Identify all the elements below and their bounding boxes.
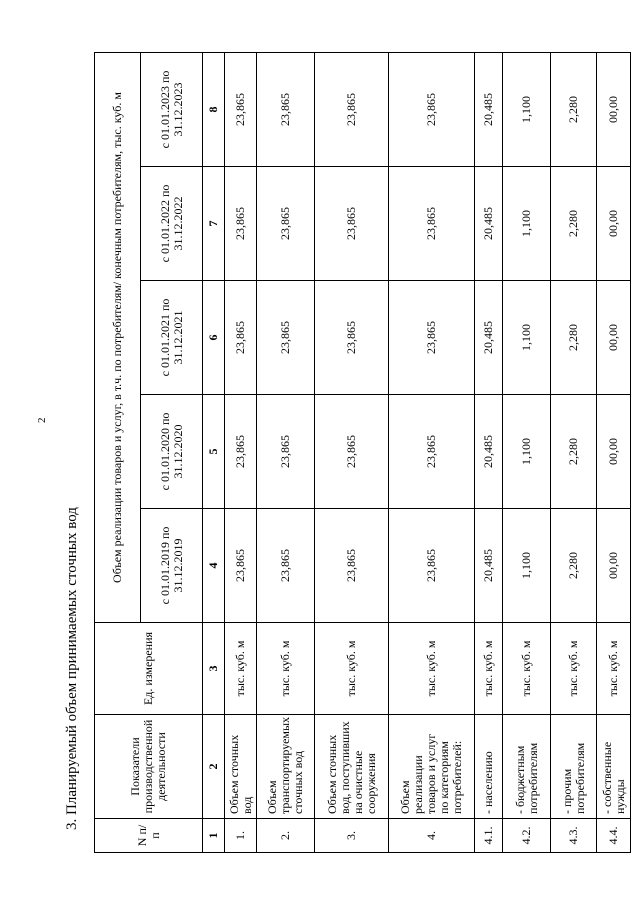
- row-value: 23,865: [389, 281, 475, 395]
- row-value: 23,865: [315, 53, 389, 167]
- table-row: [503, 53, 551, 853]
- row-value: 20,485: [475, 395, 503, 509]
- row-number: 4.1.: [475, 819, 503, 853]
- row-indicator: - собственные нужды: [597, 715, 631, 819]
- row-value: 00,00: [597, 53, 631, 167]
- row-value: 2,280: [551, 509, 597, 623]
- table-row: [551, 53, 597, 853]
- row-unit: тыс. куб. м: [503, 623, 551, 715]
- row-value: 1,100: [503, 509, 551, 623]
- row-unit: тыс. куб. м: [257, 623, 315, 715]
- row-value: 20,485: [475, 167, 503, 281]
- row-unit: тыс. куб. м: [551, 623, 597, 715]
- row-value: 23,865: [257, 53, 315, 167]
- row-indicator: Объем сточных вод, поступивших на очистные сооружения: [315, 715, 389, 819]
- table-row: [257, 53, 315, 853]
- row-value: 23,865: [257, 167, 315, 281]
- header-unit: Ед. измерения: [95, 623, 203, 715]
- header-n: N п/п: [95, 819, 203, 853]
- row-value: 00,00: [597, 167, 631, 281]
- column-index: 4: [203, 509, 225, 623]
- row-value: 2,280: [551, 395, 597, 509]
- row-unit: тыс. куб. м: [225, 623, 257, 715]
- header-volume-group: Объем реализации товаров и услуг, в т.ч. по потребителям/ конечным потребителям, тыс. куб. м: [95, 53, 141, 623]
- row-number: 4.4.: [597, 819, 631, 853]
- table-row: [389, 53, 475, 853]
- row-value: 23,865: [315, 395, 389, 509]
- row-value: 23,865: [257, 395, 315, 509]
- row-number: 4.3.: [551, 819, 597, 853]
- rotated-table-container: [94, 53, 627, 853]
- row-value: 23,865: [315, 167, 389, 281]
- column-index-row: [203, 53, 225, 853]
- row-indicator: - прочим потребителям: [551, 715, 597, 819]
- row-value: 20,485: [475, 509, 503, 623]
- row-value: 2,280: [551, 167, 597, 281]
- row-value: 23,865: [389, 395, 475, 509]
- row-indicator: - населению: [475, 715, 503, 819]
- column-index: 7: [203, 167, 225, 281]
- header-period: с 01.01.2020 по 31.12.2020: [141, 395, 203, 509]
- row-indicator: Объем сточных вод: [225, 715, 257, 819]
- row-value: 1,100: [503, 53, 551, 167]
- header-indicator: Показатели производственной деятельности: [95, 715, 203, 819]
- row-value: 1,100: [503, 167, 551, 281]
- row-value: 23,865: [315, 509, 389, 623]
- row-indicator: Объем транспортируемых сточных вод: [257, 715, 315, 819]
- row-value: 23,865: [225, 281, 257, 395]
- column-index: 5: [203, 395, 225, 509]
- wastewater-volume-table: [94, 52, 631, 853]
- row-value: 23,865: [315, 281, 389, 395]
- table-row: [475, 53, 503, 853]
- row-value: 23,865: [257, 281, 315, 395]
- row-value: 23,865: [225, 53, 257, 167]
- row-value: 2,280: [551, 53, 597, 167]
- table-row: [597, 53, 631, 853]
- row-indicator: Объем реализации товаров и услуг по категориям потребителей:: [389, 715, 475, 819]
- header-period: с 01.01.2022 по 31.12.2022: [141, 167, 203, 281]
- row-value: 23,865: [389, 509, 475, 623]
- row-unit: тыс. куб. м: [597, 623, 631, 715]
- row-value: 00,00: [597, 281, 631, 395]
- row-value: 1,100: [503, 395, 551, 509]
- row-value: 00,00: [597, 395, 631, 509]
- row-value: 2,280: [551, 281, 597, 395]
- row-unit: тыс. куб. м: [389, 623, 475, 715]
- table-row: [225, 53, 257, 853]
- column-index: 6: [203, 281, 225, 395]
- row-value: 20,485: [475, 281, 503, 395]
- row-value: 23,865: [225, 167, 257, 281]
- table-row: [315, 53, 389, 853]
- row-number: 4.2.: [503, 819, 551, 853]
- row-value: 23,865: [225, 395, 257, 509]
- row-unit: тыс. куб. м: [475, 623, 503, 715]
- row-number: 1.: [225, 819, 257, 853]
- row-value: 1,100: [503, 281, 551, 395]
- row-value: 20,485: [475, 53, 503, 167]
- header-period: с 01.01.2023 по 31.12.2023: [141, 53, 203, 167]
- row-unit: тыс. куб. м: [315, 623, 389, 715]
- row-number: 2.: [257, 819, 315, 853]
- row-number: 4.: [389, 819, 475, 853]
- row-value: 23,865: [389, 53, 475, 167]
- column-index: 2: [203, 715, 225, 819]
- header-period: с 01.01.2021 по 31.12.2021: [141, 281, 203, 395]
- row-value: 00,00: [597, 509, 631, 623]
- column-index: 8: [203, 53, 225, 167]
- row-value: 23,865: [225, 509, 257, 623]
- row-number: 3.: [315, 819, 389, 853]
- header-period: с 01.01.2019 по 31.12.2019: [141, 509, 203, 623]
- column-index: 3: [203, 623, 225, 715]
- row-value: 23,865: [389, 167, 475, 281]
- column-index: 1: [203, 819, 225, 853]
- section-title: 3. Планируемый объем принимаемых сточных вод: [64, 507, 80, 830]
- row-indicator: - бюджетным потребителям: [503, 715, 551, 819]
- page-number: 2: [36, 417, 48, 423]
- row-value: 23,865: [257, 509, 315, 623]
